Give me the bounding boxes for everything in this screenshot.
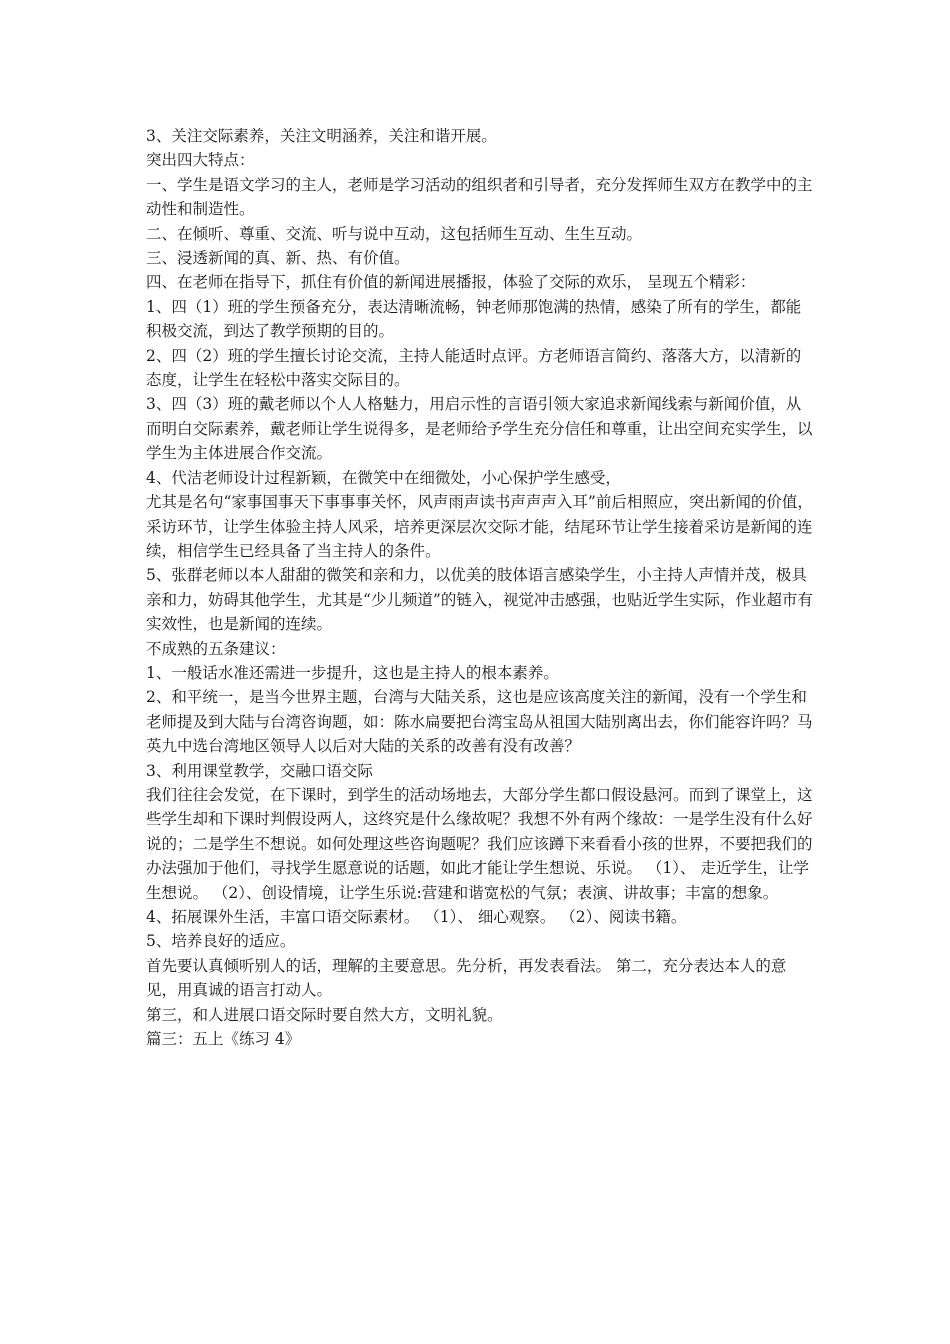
paragraph: 首先要认真倾听别人的话，理解的主要意思。先分析，再发表看法。 第二，充分表达本人的意见，用真诚的语言打动人。 [146,956,787,1000]
paragraph: 5、培养良好的适应。 [146,932,296,951]
paragraph: 4、拓展课外生活，丰富口语交际素材。 （1）、 细心观察。 （2）、阅读书籍。 [146,908,687,926]
section-title: 篇三：五上《练习 4》 [146,1030,301,1049]
paragraph: 二、在倾听、尊重、交流、听与说中互动，这包括师生互动、生生互动。 [146,224,643,243]
paragraph: 3、关注交际素养，关注文明涵养，关注和谐开展。 [146,127,497,145]
paragraph: 四、在老师在指导下，抓住有价值的新闻进展播报，体验了交际的欢乐， 呈现五个精彩： [146,273,756,292]
paragraph: 2、和平统一，是当今世界主题，台湾与大陆关系，这也是应该高度关注的新闻，没有一个学生和老师提及到大陆与台湾咨询题，如：陈水扁要把台湾宝岛从祖国大陆别离出去，你们能容许吗？马英九中选台湾地区领导人以后对大陆的关系的改善有没有改善？ [146,688,813,756]
paragraph: 三、浸透新闻的真、新、热、有价值。 [146,249,410,268]
paragraph: 3、四（3）班的戴老师以个人人格魅力，用启示性的言语引领大家追求新闻线索与新闻价值，从而明白交际素养，戴老师让学生说得多，是老师给予学生充分信任和尊重，让出空间充实学生，以学生为主体进展合作交流。 [146,395,813,463]
paragraph: 第三，和人进展口语交际时要自然大方，文明礼貌。 [146,1005,503,1024]
paragraph: 尤其是名句“家事国事天下事事事关怀，风声雨声读书声声声入耳”前后相照应，突出新闻的价值，采访环节，让学生体验主持人风采，培养更深层次交际才能，结尾环节让学生接着采访是新闻的连续，相信学生已经具备了当主持人的条件。 [146,493,813,560]
paragraph: 突出四大特点： [146,151,255,170]
paragraph: 我们往往会发觉，在下课时，到学生的活动场地去，大部分学生都口假设悬河。而到了课堂上，这些学生却和下课时判假设两人，这终究是什么缘故呢？我想不外有两个缘故：一是学生没有什么好说的；二是学生不想说。如何处理这些咨询题呢？我们应该蹲下来看看小孩的世界，不要把我们的办法强加于他们，寻找学生愿意说的话题，如此才能让学生想说、乐说。 （1）、 走近学生，让学生想说。 （2）、创设情境，让学生乐说:营建和谐宽松的气氛；表演、讲故事；丰富的想象。 [146,785,813,902]
paragraph: 1、一般话水准还需进一步提升，这也是主持人的根本素养。 [146,663,559,682]
paragraph: 1、四（1）班的学生预备充分，表达清晰流畅，钟老师那饱满的热情，感染了所有的学生，都能积极交流，到达了教学预期的目的。 [146,297,802,341]
paragraph: 2、四（2）班的学生擅长讨论交流，主持人能适时点评。方老师语言简约、落落大方，以清新的态度，让学生在轻松中落实交际目的。 [146,346,802,390]
paragraph: 4、代洁老师设计过程新颖，在微笑中在细微处，小心保护学生感受， [146,468,621,487]
paragraph: 5、张群老师以本人甜甜的微笑和亲和力，以优美的肢体语言感染学生，小主持人声情并茂，极具亲和力，妨碍其他学生，尤其是“少儿频道”的链入，视觉冲击感强，也贴近学生实际，作业超市有实效性，也是新闻的连续。 [146,566,813,634]
section-heading: 不成熟的五条建议： [146,639,286,658]
paragraph: 3、利用课堂教学，交融口语交际 [146,761,373,780]
paragraph: 一、学生是语文学习的主人，老师是学习活动的组织者和引导者，充分发挥师生双方在教学中的主动性和制造性。 [146,175,813,219]
document-body [146,124,814,1051]
